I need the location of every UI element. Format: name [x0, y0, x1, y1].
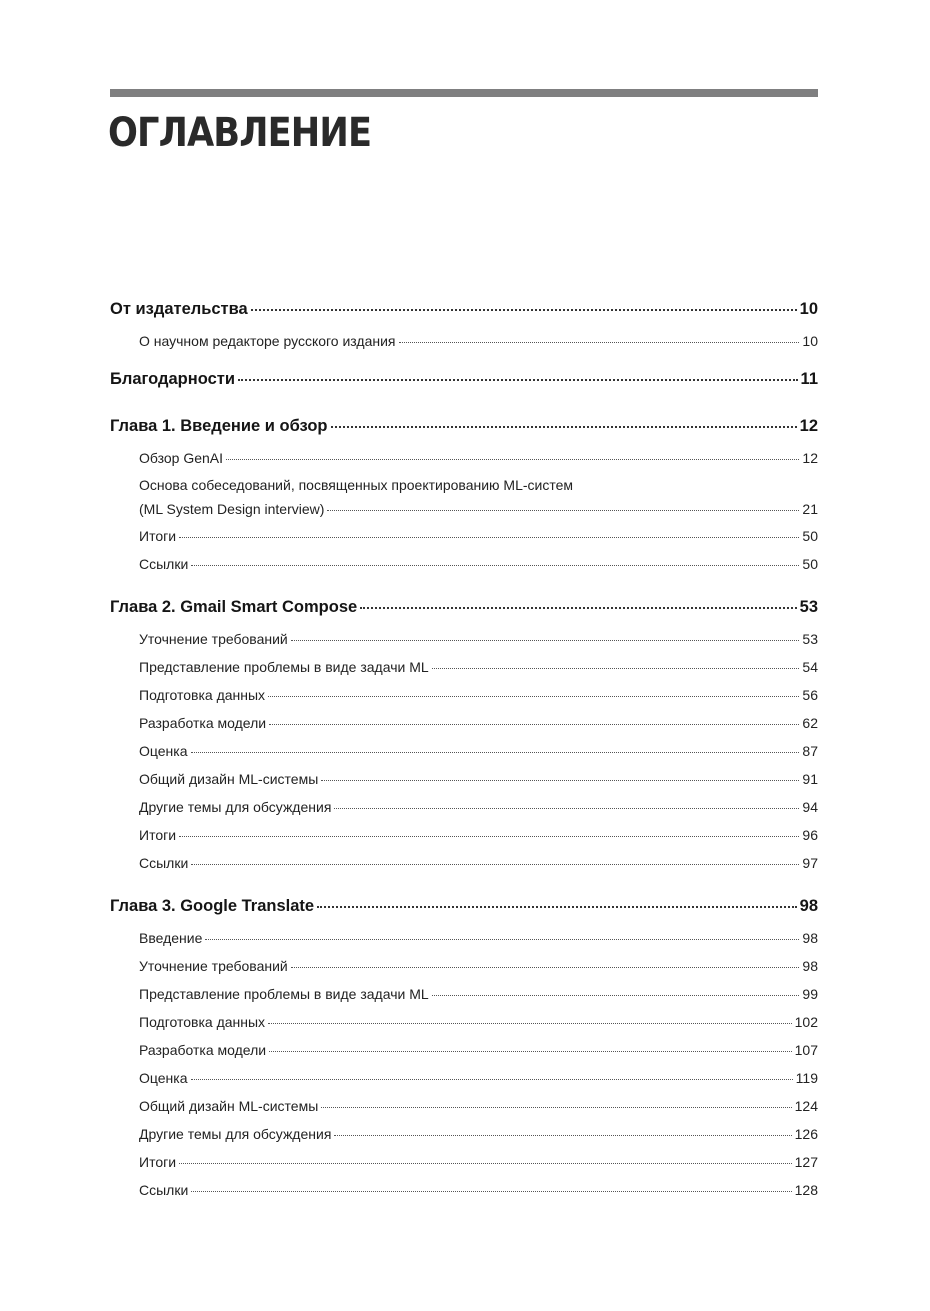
dot-leader — [191, 1079, 793, 1080]
toc-subentry[interactable] — [139, 528, 818, 544]
toc-entry-label: Представление проблемы в виде задачи ML — [139, 986, 429, 1002]
toc-subentry[interactable] — [139, 501, 818, 517]
toc-subentry[interactable] — [139, 986, 818, 1002]
toc-entry-label: Разработка модели — [139, 1042, 267, 1058]
dot-leader — [191, 864, 799, 865]
toc-page-number: 94 — [802, 799, 818, 815]
toc-page-number: 62 — [802, 715, 818, 731]
toc-entry-chapter-3[interactable] — [110, 897, 818, 916]
toc-entry-chapter-2[interactable] — [110, 598, 818, 617]
toc-entry-label: Итоги — [139, 528, 177, 544]
dot-leader — [291, 967, 800, 968]
toc-subentry[interactable] — [139, 450, 818, 466]
toc-subentry[interactable] — [139, 687, 818, 703]
dot-leader — [317, 906, 797, 908]
dot-leader — [191, 1191, 791, 1192]
dot-leader — [321, 1107, 791, 1108]
toc-entry-label: Подготовка данных — [139, 1014, 266, 1030]
toc-subentry[interactable] — [139, 659, 818, 675]
toc-page-number: 102 — [794, 1014, 818, 1030]
toc-entry-label: Глава 1. Введение и обзор — [110, 417, 328, 435]
toc-page-number: 98 — [802, 930, 818, 946]
dot-leader — [268, 696, 799, 697]
dot-leader — [269, 724, 799, 725]
toc-entry-label: Итоги — [139, 827, 177, 843]
dot-leader — [331, 426, 797, 428]
toc-page-number: 96 — [802, 827, 818, 843]
toc-subentry-first-line: Основа собеседований, посвященных проектированию ML-систем — [139, 477, 574, 493]
toc-entry-label: О научном редакторе русского издания — [139, 333, 396, 349]
toc-subentry[interactable] — [139, 799, 818, 815]
toc-entry-label: Глава 2. Gmail Smart Compose — [110, 598, 358, 616]
toc-page-number: 97 — [802, 855, 818, 871]
toc-entry-label: Ссылки — [139, 556, 189, 572]
toc-entry-label: Ссылки — [139, 1182, 189, 1198]
toc-subentry[interactable] — [139, 930, 818, 946]
toc-entry-label: Обзор GenAI — [139, 450, 224, 466]
toc-page-number: 91 — [802, 771, 818, 787]
toc-subentry[interactable] — [139, 715, 818, 731]
toc-page-number: 12 — [802, 450, 818, 466]
toc-subentry[interactable] — [139, 827, 818, 843]
toc-subentry[interactable] — [139, 1182, 818, 1198]
toc-entry-chapter-1[interactable] — [110, 417, 818, 436]
toc-entry-label: Общий дизайн ML-системы — [139, 1098, 319, 1114]
toc-entry-label: Глава 3. Google Translate — [110, 897, 315, 915]
toc-page-number: 98 — [802, 958, 818, 974]
dot-leader — [269, 1051, 792, 1052]
dot-leader — [334, 1135, 791, 1136]
toc-entry-label: Оценка — [139, 1070, 188, 1086]
dot-leader — [226, 459, 799, 460]
toc-entry-label: Подготовка данных — [139, 687, 266, 703]
toc-subentry[interactable] — [139, 855, 818, 871]
toc-entry-label: Другие темы для обсуждения — [139, 799, 332, 815]
toc-entry-label: Уточнение требований — [139, 631, 288, 647]
dot-leader — [179, 537, 799, 538]
toc-page-number: 56 — [802, 687, 818, 703]
toc-entry-label: Уточнение требований — [139, 958, 288, 974]
dot-leader — [334, 808, 799, 809]
toc-subentry[interactable] — [139, 333, 818, 349]
toc-page-number: 21 — [802, 501, 818, 517]
dot-leader — [432, 995, 800, 996]
toc-entry-label: (ML System Design interview) — [139, 501, 325, 517]
toc-page-number: 127 — [794, 1154, 818, 1170]
toc-entry-label: Представление проблемы в виде задачи ML — [139, 659, 429, 675]
toc-entry-label: Общий дизайн ML-системы — [139, 771, 319, 787]
toc-page-number: 87 — [802, 743, 818, 759]
toc-entry-acknowledgements[interactable] — [110, 370, 818, 389]
toc-entry-label: Другие темы для обсуждения — [139, 1126, 332, 1142]
dot-leader — [360, 607, 796, 609]
toc-entry-label: Итоги — [139, 1154, 177, 1170]
dot-leader — [291, 640, 800, 641]
page-title: ОГЛАВЛЕНИЕ — [108, 110, 372, 156]
toc-subentry[interactable] — [139, 1042, 818, 1058]
toc-entry-label: Разработка модели — [139, 715, 267, 731]
dot-leader — [432, 668, 800, 669]
toc-entry-publisher[interactable] — [110, 300, 818, 319]
toc-page-number: 124 — [794, 1098, 818, 1114]
toc-entry-label: Ссылки — [139, 855, 189, 871]
toc-page-number: 107 — [794, 1042, 818, 1058]
dot-leader — [179, 1163, 792, 1164]
toc-subentry[interactable] — [139, 1154, 818, 1170]
toc-entry-label: От издательства — [110, 300, 248, 318]
toc-page-number: 12 — [799, 417, 818, 435]
toc-subentry[interactable] — [139, 631, 818, 647]
toc-subentry[interactable] — [139, 771, 818, 787]
toc-page-number: 10 — [799, 300, 818, 318]
dot-leader — [191, 565, 799, 566]
dot-leader — [238, 379, 798, 381]
toc-page-number: 98 — [799, 897, 818, 915]
toc-subentry[interactable] — [139, 556, 818, 572]
dot-leader — [205, 939, 799, 940]
toc-page-number: 53 — [802, 631, 818, 647]
toc-page-number: 53 — [799, 598, 818, 616]
toc-page-number: 54 — [802, 659, 818, 675]
dot-leader — [327, 510, 799, 511]
toc-page-number: 50 — [802, 556, 818, 572]
title-rule — [110, 89, 818, 97]
toc-page-number: 99 — [802, 986, 818, 1002]
dot-leader — [179, 836, 799, 837]
dot-leader — [191, 752, 800, 753]
dot-leader — [251, 309, 797, 311]
toc-page-number: 11 — [800, 370, 818, 388]
toc-page-number: 10 — [802, 333, 818, 349]
toc-page-number: 128 — [794, 1182, 818, 1198]
toc-page-number: 50 — [802, 528, 818, 544]
toc-page-number: 119 — [795, 1070, 818, 1086]
toc-entry-label: Введение — [139, 930, 203, 946]
toc-subentry[interactable] — [139, 1126, 818, 1142]
toc-subentry[interactable] — [139, 1014, 818, 1030]
toc-subentry[interactable] — [139, 1098, 818, 1114]
dot-leader — [268, 1023, 792, 1024]
toc-subentry[interactable] — [139, 743, 818, 759]
toc-subentry[interactable] — [139, 1070, 818, 1086]
dot-leader — [399, 342, 800, 343]
dot-leader — [321, 780, 799, 781]
toc-page-number: 126 — [794, 1126, 818, 1142]
toc-entry-label: Благодарности — [110, 370, 235, 388]
toc-subentry[interactable] — [139, 958, 818, 974]
toc-entry-label: Оценка — [139, 743, 188, 759]
